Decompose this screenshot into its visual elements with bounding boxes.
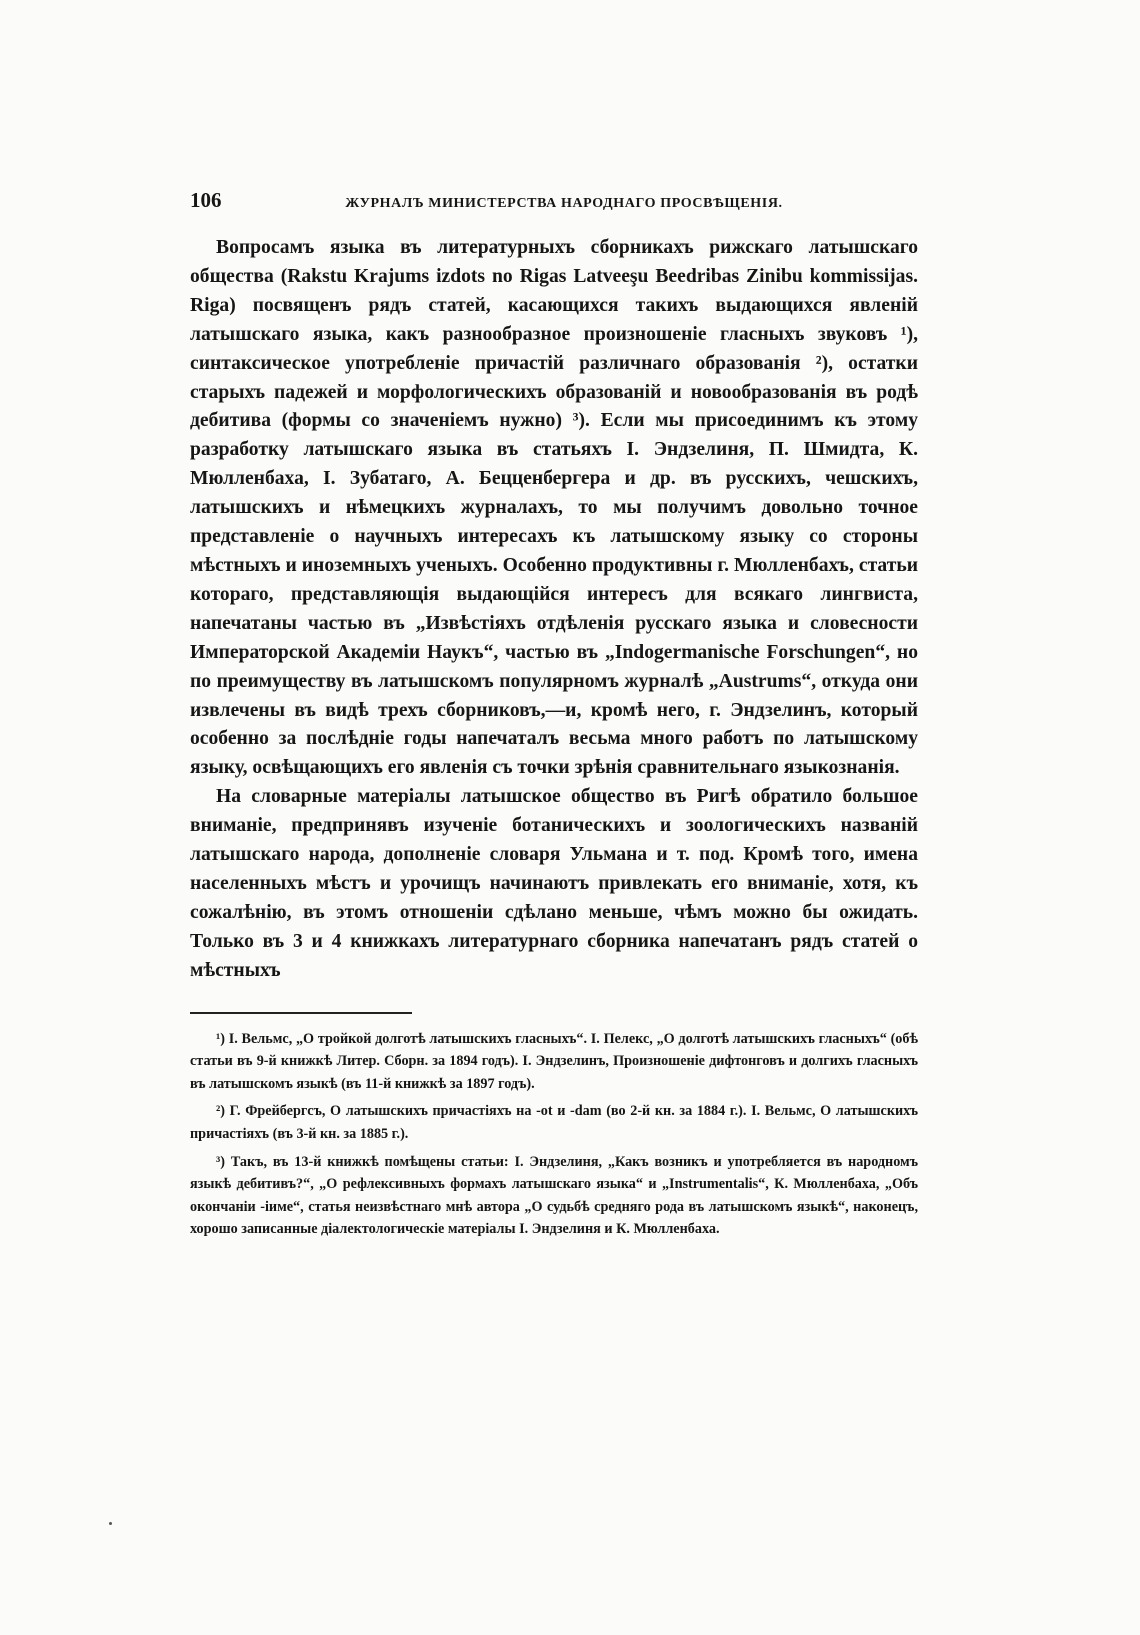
footnote-1: ¹) І. Вельмс, „О тройкой долготѣ латышскихъ гласныхъ“. І. Пелекс, „О долготѣ латышскихъ гласныхъ“ (обѣ статьи въ 9-й книжкѣ Литер. Сборн. за 1894 годъ). І. Эндзелинъ, Произношеніе дифтонговъ и долгихъ гласныхъ въ латышскомъ языкѣ (въ 11-й книжкѣ за 1897 годъ). bbox=[190, 1030, 918, 1092]
body-text bbox=[190, 234, 918, 986]
footnote-3: ³) Такъ, въ 13-й книжкѣ помѣщены статьи: І. Эндзелиня, „Какъ возникъ и употребляется въ народномъ языкѣ дебитивъ?“, „О рефлексивныхъ формахъ латышскаго языка“ и „Instrumentalis“, К. Мюлленбаха, „Объ окончаніи -іиме“, статья неизвѣстнаго мнѣ автора „О судьбѣ средняго рода въ латышскомъ языкѣ“, наконецъ, хорошо записанные діалектологическіе матеріалы І. Эндзелиня и К. Мюлленбаха. bbox=[190, 1153, 918, 1238]
paragraph-1: Вопросамъ языка въ литературныхъ сборникахъ рижскаго латышскаго общества (Rakstu Krajums izdots no Rigas Latveeşu Beedribas Zinibu kommissijas. Riga) посвященъ рядъ статей, касающихся такихъ выдающихся явленій латышскаго языка, какъ разнообразное произношеніе гласныхъ звуковъ ¹), синтаксическое употребленіе причастій различнаго образованія ²), остатки старыхъ падежей и морфологическихъ образованій и новообразованія въ родѣ дебитива (формы со значеніемъ нужно) ³). Если мы присоединимъ къ этому разработку латышскаго языка въ статьяхъ І. Эндзелиня, П. Шмидта, К. Мюлленбаха, І. Зубатаго, А. Бецценбергера и др. въ русскихъ, чешскихъ, латышскихъ и нѣмецкихъ журналахъ, то мы получимъ довольно точное представленіе о научныхъ интересахъ къ латышскому языку со стороны мѣстныхъ и иноземныхъ ученыхъ. Особенно продуктивны г. Мюлленбахъ, статьи котораго, представляющія выдающійся интересъ для всякаго лингвиста, напечатаны частью въ „Извѣстіяхъ отдѣленія русскаго языка и словесности Императорской Академіи Наукъ“, частью въ „Indogermanische Forschungen“, но по преимуществу въ латышскомъ популярномъ журналѣ „Austrums“, откуда они извлечены въ видѣ трехъ сборниковъ,—и, кромѣ него, г. Эндзелинъ, который особенно за послѣдніе годы напечаталъ весьма много работъ по латышскому языку, освѣщающихъ его явленія съ точки зрѣнія сравнительнаго языкознанія. bbox=[190, 237, 918, 779]
footnote-divider bbox=[190, 1012, 412, 1014]
paragraph-2: На словарные матеріалы латышское общество въ Ригѣ обратило большое вниманіе, предпринявъ изученіе ботаническихъ и зоологическихъ названій латышскаго народа, дополненіе словаря Ульмана и т. под. Кромѣ того, имена населенныхъ мѣстъ и урочищъ начинаютъ привлекать его вниманіе, хотя, къ сожалѣнію, въ этомъ отношеніи сдѣлано меньше, чѣмъ можно бы ожидать. Только въ 3 и 4 книжкахъ литературнаго сборника напечатанъ рядъ статей о мѣстныхъ bbox=[190, 786, 918, 981]
running-title: ЖУРНАЛЪ МИНИСТЕРСТВА НАРОДНАГО ПРОСВѢЩЕНІЯ. bbox=[345, 196, 783, 211]
scan-speck bbox=[109, 1522, 112, 1525]
footnote-2: ²) Г. Фрейбергсъ, О латышскихъ причастіяхъ на -ot и -dam (во 2-й кн. за 1884 г.). І. Вельмс, О латышскихъ причастіяхъ (въ 3-й кн. за 1885 г.). bbox=[190, 1103, 918, 1142]
document-page bbox=[190, 188, 918, 1246]
page-header bbox=[190, 188, 918, 228]
footnotes bbox=[190, 1028, 918, 1241]
page-number: 106 bbox=[190, 188, 222, 212]
